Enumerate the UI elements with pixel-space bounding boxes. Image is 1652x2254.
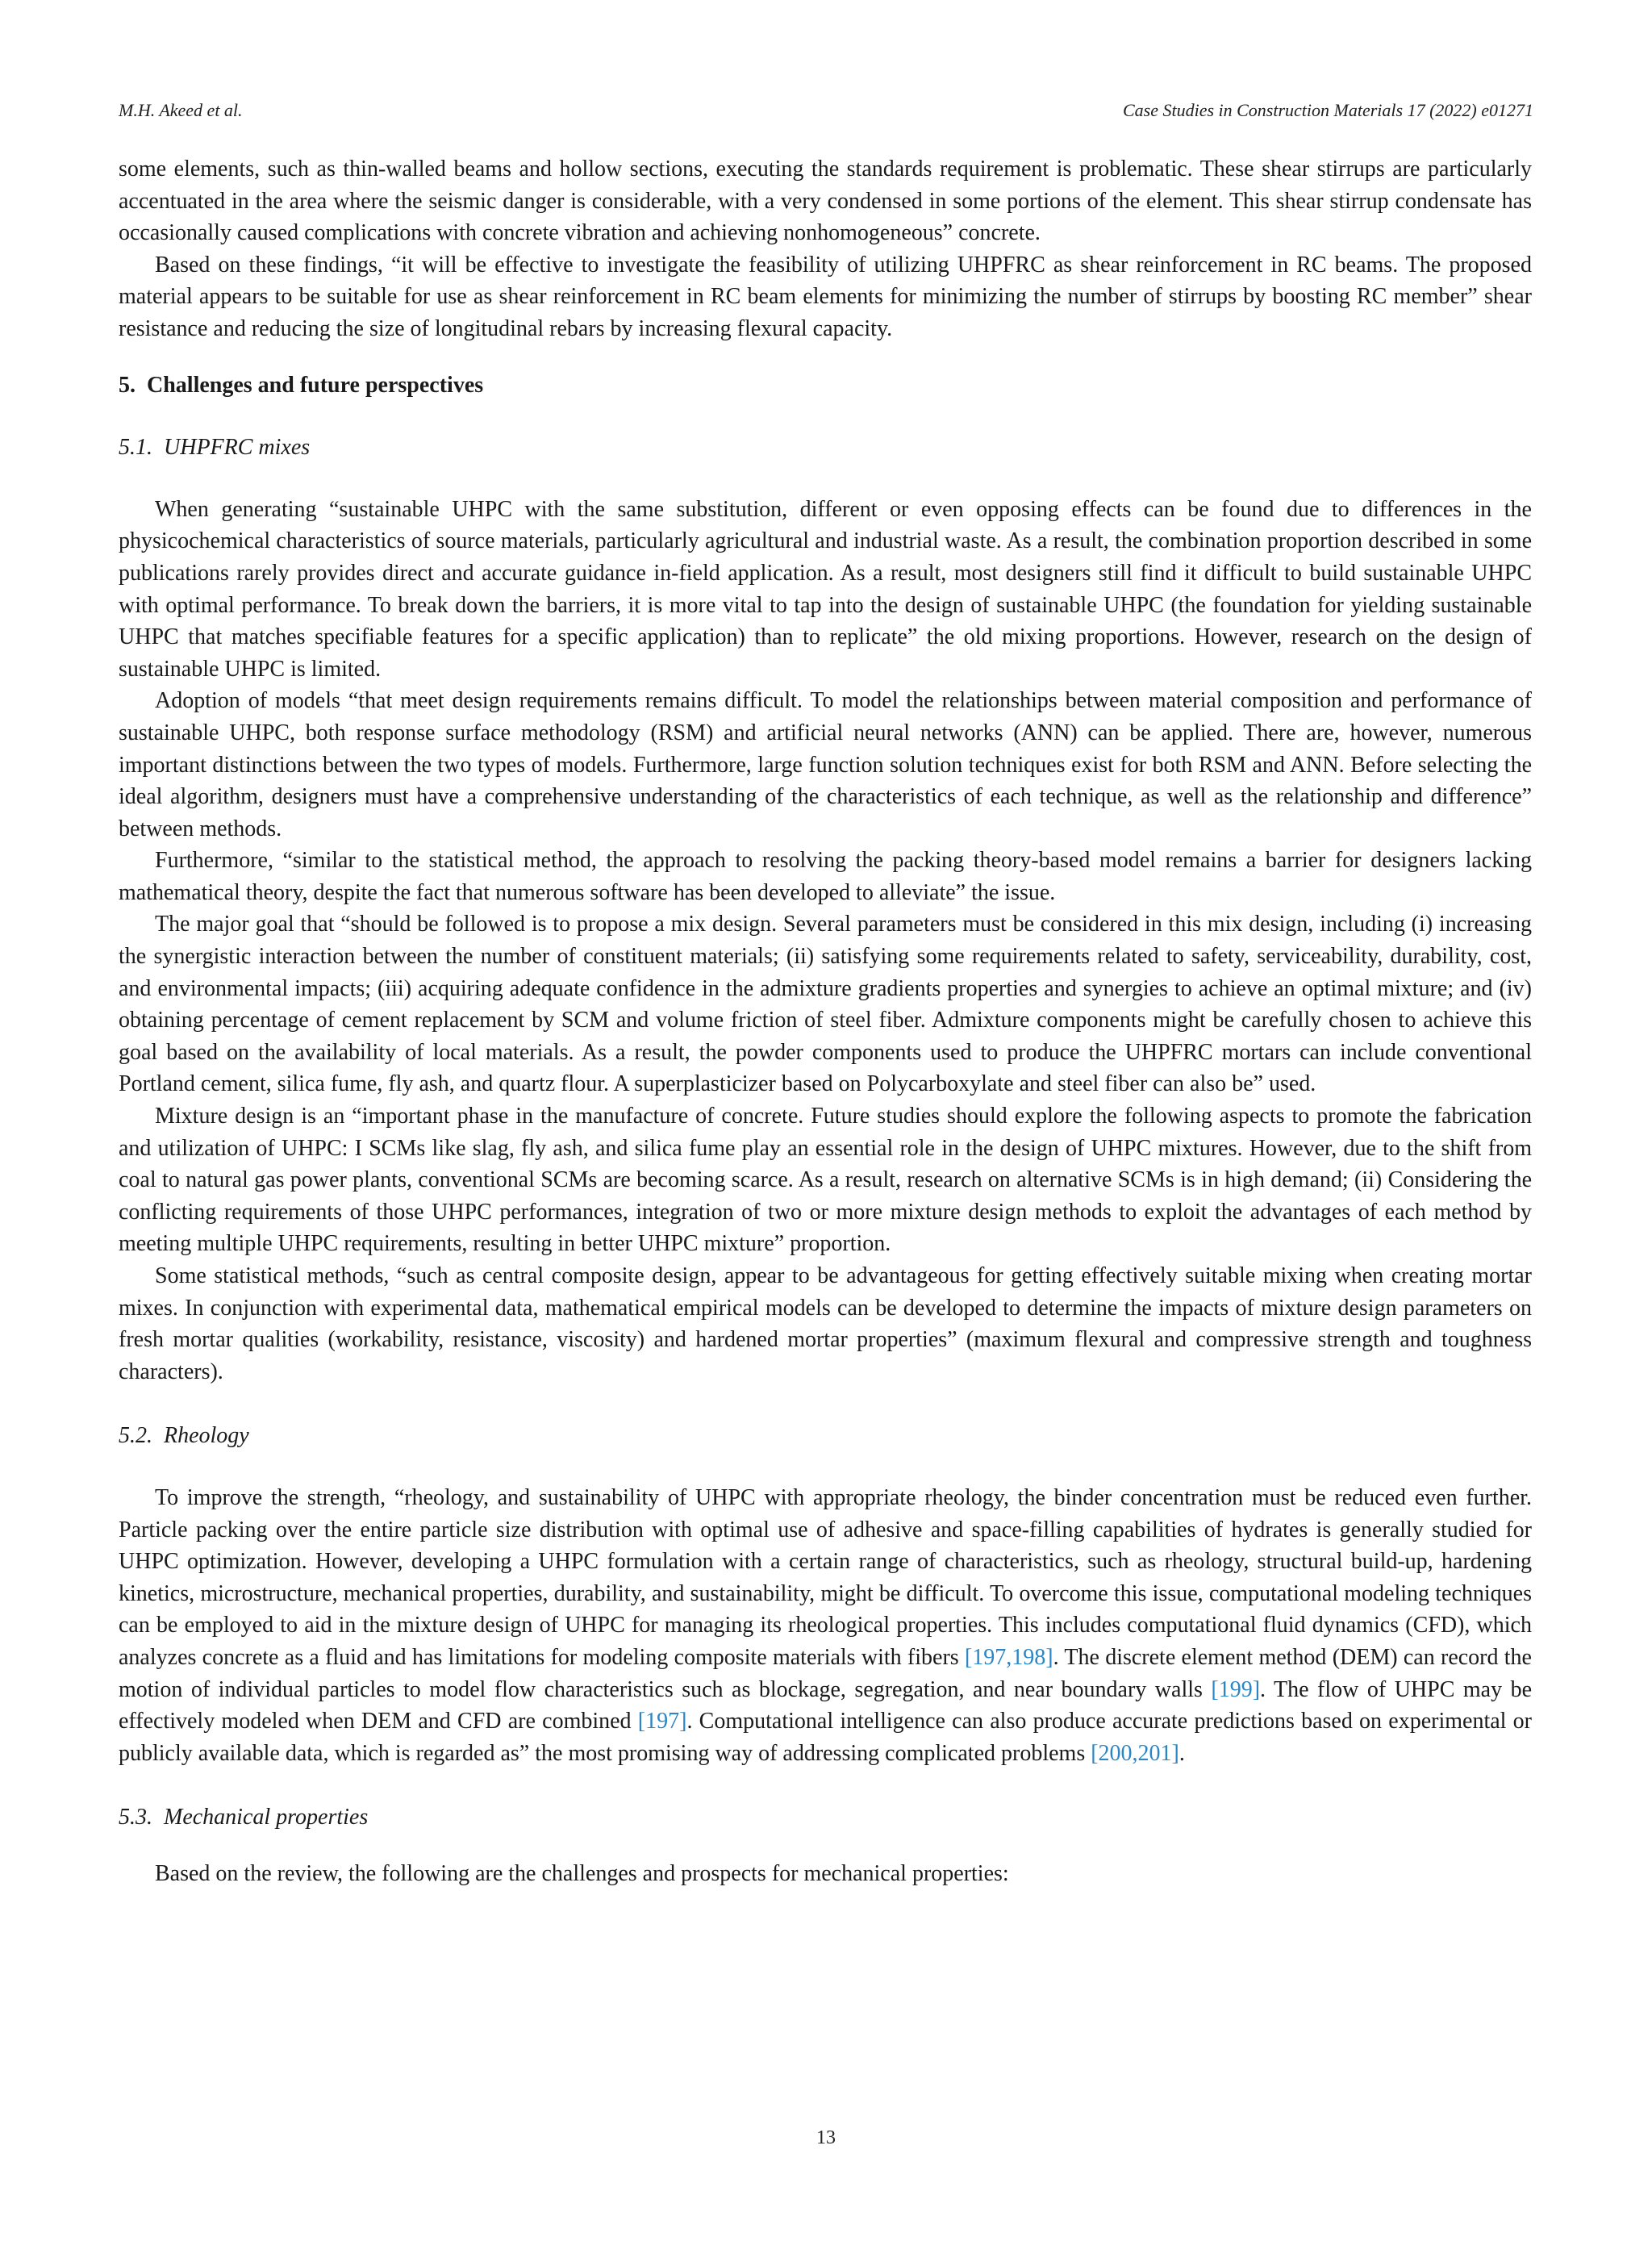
paragraph-text: . (1179, 1740, 1185, 1766)
body-text (119, 153, 1532, 1890)
citation-link[interactable]: [197] (637, 1709, 687, 1734)
section-number: 5. (119, 372, 136, 398)
section-heading (119, 369, 1532, 402)
paragraph: The major goal that “should be followed is to propose a mix design. Several parameters must be considered in this mix design, including (i) increasing the synergistic interaction between the number of constituent materials; (ii) satisfying some requirements related to safety, serviceability, durability, cost, and environmental impacts; (iii) acquiring adequate confidence in the admixture gradients properties and synergies to achieve an optimal mixture; and (iv) obtaining percentage of cement replacement by SCM and volume friction of steel fiber. Admixture components might be carefully chosen to achieve this goal based on the availability of local materials. As a result, the powder components used to produce the UHPFRC mortars can include conventional Portland cement, silica fume, fly ash, and quartz flour. A superplasticizer based on Polycarboxylate and steel fiber can also be” used. (119, 912, 1532, 1097)
paragraph: Based on these findings, “it will be effective to investigate the feasibility of utilizing UHPFRC as shear reinforcement in RC beams. The proposed material appears to be suitable for use as shear reinforcement in RC beam elements for minimizing the number of stirrups by boosting RC member” shear resistance and reducing the size of longitudinal rebars by increasing flexural capacity. (119, 252, 1532, 341)
subsection-title: UHPFRC mixes (164, 435, 311, 461)
paragraph: Some statistical methods, “such as central composite design, appear to be advantageous for getting effectively suitable mixing when creating mortar mixes. In conjunction with experimental data, mathematical empirical models can be developed to determine the impacts of mixture design parameters on fresh mortar qualities (workability, resistance, viscosity) and hardened mortar properties” (maximum flexural and compressive strength and toughness characters). (119, 1263, 1532, 1384)
header-journal: Case Studies in Construction Materials 17 (2022) e01271 (1122, 100, 1533, 120)
page-number: 13 (816, 2127, 836, 2148)
subsection-title: Rheology (164, 1423, 249, 1449)
header-authors: M.H. Akeed et al. (119, 100, 243, 120)
paragraph: Based on the review, the following are the challenges and prospects for mechanical properties: (155, 1860, 1009, 1886)
paragraph-text: . The flow of UHPC may be effectively modeled when DEM and CFD are combined (119, 1676, 1533, 1734)
paragraph: Adoption of models “that meet design requirements remains difficult. To model the relationships between material composition and performance of sustainable UHPC, both response surface methodology (RSM) and artificial neural networks (ANN) can be applied. There are, however, numerous important distinctions between the two types of models. Furthermore, large function solution techniques exist for both RSM and ANN. Before selecting the ideal algorithm, designers must have a comprehensive understanding of the characteristics of each technique, as well as the relationship and difference” between methods. (119, 688, 1532, 841)
paragraph (119, 1482, 1532, 1769)
paragraph: some elements, such as thin-walled beams and hollow sections, executing the standards requirement is problematic. These shear stirrups are particularly accentuated in the area where the seismic danger is considerable, with a very condensed in some portions of the element. This shear stirrup condensate has occasionally caused complications with concrete vibration and achieving nonhomogeneous” concrete. (119, 157, 1532, 246)
subsection-number: 5.1. (119, 435, 152, 461)
citation-link[interactable]: [197,198] (964, 1644, 1053, 1670)
subsection-number: 5.2. (119, 1423, 152, 1449)
paragraph: Furthermore, “similar to the statistical method, the approach to resolving the packing theory-based model remains a barrier for designers lacking mathematical theory, despite the fact that numerous software has been developed to alleviate” the issue. (119, 848, 1532, 905)
subsection-number: 5.3. (119, 1805, 152, 1830)
subsection-heading (119, 432, 1532, 464)
citation-link[interactable]: [200,201] (1091, 1740, 1179, 1766)
paragraph: Mixture design is an “important phase in the manufacture of concrete. Future studies should explore the following aspects to promote the fabrication and utilization of UHPC: I SCMs like slag, fly ash, and silica fume play an essential role in the design of UHPC mixtures. However, due to the shift from coal to natural gas power plants, conventional SCMs are becoming scarce. As a result, research on alternative SCMs is in high demand; (ii) Considering the conflicting requirements of those UHPC performances, integration of two or more mixture design methods to exploit the advantages of each method by meeting multiple UHPC requirements, resulting in better UHPC mixture” proportion. (119, 1104, 1532, 1257)
paragraph-text: . The discrete element method (DEM) can record the motion of individual particles to model flow characteristics such as blockage, segregation, and near boundary walls (119, 1644, 1532, 1702)
paragraph-text: To improve the strength, “rheology, and sustainability of UHPC with appropriate rheology, the binder concentration must be reduced even further. Particle packing over the entire particle size distribution with optimal use of adhesive and space-filling capabilities of hydrates is generally studied for UHPC optimization. However, developing a UHPC formulation with a certain range of characteristics, such as rheology, structural build-up, hardening kinetics, microstructure, mechanical properties, durability, and sustainability, might be difficult. To overcome this issue, computational modeling techniques can be employed to aid in the mixture design of UHPC for managing its rheological properties. This includes computational fluid dynamics (CFD), which analyzes concrete as a fluid and has limitations for modeling composite materials with fibers (119, 1484, 1532, 1670)
running-head (119, 100, 1533, 121)
citation-link[interactable]: [199] (1211, 1676, 1261, 1702)
paragraph-text: . Computational intelligence can also produce accurate predictions based on experimental or publicly available data, which is regarded as” the most promising way of addressing complicated problems (119, 1709, 1532, 1766)
subsection-heading (119, 1801, 1532, 1834)
subsection-heading (119, 1420, 1532, 1452)
subsection-title: Mechanical properties (164, 1805, 369, 1830)
section-title: Challenges and future perspectives (147, 372, 484, 398)
paragraph: When generating “sustainable UHPC with the same substitution, different or even opposing effects can be found due to differences in the physicochemical characteristics of source materials, particularly agricultural and industrial waste. As a result, the combination proportion described in some publications rarely provides direct and accurate guidance in-field application. As a result, most designers still find it difficult to build sustainable UHPC with optimal performance. To break down the barriers, it is more vital to tap into the design of sustainable UHPC (the foundation for yielding sustainable UHPC that matches specifiable features for a specific application) than to replicate” the old mixing proportions. However, research on the design of sustainable UHPC is limited. (119, 496, 1532, 682)
